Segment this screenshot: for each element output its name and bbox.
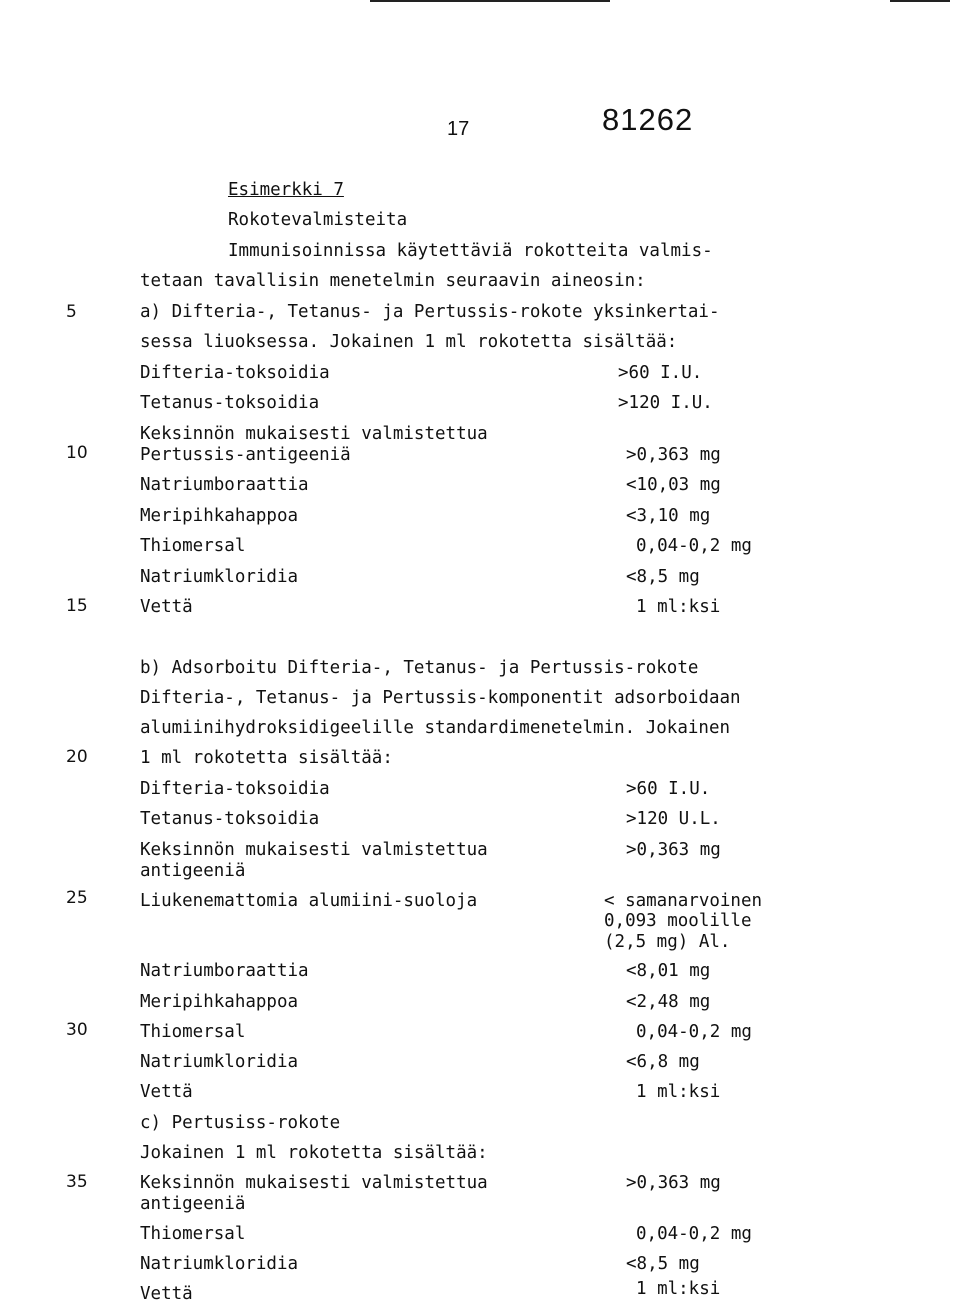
section-b-text: 1 ml rokotetta sisältää: xyxy=(140,748,393,768)
page-number: 17 xyxy=(447,118,470,140)
line-number: 5 xyxy=(66,302,77,322)
scan-edge-line xyxy=(890,0,950,2)
ingredient-name: Pertussis-antigeeniä xyxy=(140,445,351,465)
ingredient-name: Keksinnön mukaisesti valmistettua xyxy=(140,840,488,860)
ingredient-name: Meripihkahappoa xyxy=(140,992,299,1012)
ingredient-amount: 1 ml:ksi xyxy=(636,1082,721,1102)
ingredient-amount: <6,8 mg xyxy=(626,1052,700,1072)
intro-line: Immunisoinnissa käytettäviä rokotteita valmis- xyxy=(228,241,713,261)
ingredient-name: Natriumkloridia xyxy=(140,1052,299,1072)
ingredient-name: Thiomersal xyxy=(140,536,246,556)
ingredient-amount: >120 U.L. xyxy=(626,809,721,829)
ingredient-amount: >0,363 mg xyxy=(626,840,721,860)
ingredient-name: antigeeniä xyxy=(140,1194,246,1214)
ingredient-amount: 0,04-0,2 mg xyxy=(636,1224,752,1244)
ingredient-amount: 1 ml:ksi xyxy=(636,1279,721,1299)
scan-edge-line xyxy=(370,0,610,2)
ingredient-amount: (2,5 mg) Al. xyxy=(604,932,731,952)
ingredient-amount: >120 I.U. xyxy=(618,393,713,413)
ingredient-name: Liukenemattomia alumiini-suoloja xyxy=(140,891,478,911)
line-number: 10 xyxy=(66,443,88,463)
ingredient-name: Thiomersal xyxy=(140,1022,246,1042)
ingredient-amount: <8,5 mg xyxy=(626,1254,700,1274)
section-a-heading: sessa liuoksessa. Jokainen 1 ml rokotetta sisältää: xyxy=(140,332,678,352)
section-b-text: alumiinihydroksidigeelille standardimenetelmin. Jokainen xyxy=(140,718,731,738)
ingredient-name: Tetanus-toksoidia xyxy=(140,393,320,413)
section-c-text: Jokainen 1 ml rokotetta sisältää: xyxy=(140,1143,488,1163)
section-a-heading: a) Difteria-, Tetanus- ja Pertussis-rokote yksinkertai- xyxy=(140,302,720,322)
section-b-heading: b) Adsorboitu Difteria-, Tetanus- ja Pertussis-rokote xyxy=(140,658,699,678)
ingredient-name: Natriumboraattia xyxy=(140,961,309,981)
ingredient-amount: < samanarvoinen xyxy=(604,891,763,911)
line-number: 25 xyxy=(66,888,88,908)
ingredient-name: Thiomersal xyxy=(140,1224,246,1244)
line-number: 15 xyxy=(66,596,88,616)
ingredient-name: antigeeniä xyxy=(140,861,246,881)
ingredient-amount: <3,10 mg xyxy=(626,506,711,526)
ingredient-name: Difteria-toksoidia xyxy=(140,363,330,383)
ingredient-name: Natriumkloridia xyxy=(140,567,299,587)
ingredient-amount: >60 I.U. xyxy=(618,363,703,383)
ingredient-name: Natriumkloridia xyxy=(140,1254,299,1274)
ingredient-amount: 0,093 moolille xyxy=(604,911,752,931)
ingredient-amount: <8,5 mg xyxy=(626,567,700,587)
line-number: 30 xyxy=(66,1020,88,1040)
ingredient-amount: 0,04-0,2 mg xyxy=(636,1022,752,1042)
ingredient-name: Tetanus-toksoidia xyxy=(140,809,320,829)
ingredient-amount: <2,48 mg xyxy=(626,992,711,1012)
document-number: 81262 xyxy=(602,102,694,137)
line-number: 35 xyxy=(66,1172,88,1192)
example-title: Rokotevalmisteita xyxy=(228,210,408,230)
ingredient-amount: >60 I.U. xyxy=(626,779,711,799)
ingredient-name: Vettä xyxy=(140,1082,193,1102)
ingredient-amount: 0,04-0,2 mg xyxy=(636,536,752,556)
ingredient-amount: 1 ml:ksi xyxy=(636,597,721,617)
ingredient-name: Vettä xyxy=(140,597,193,617)
section-c-heading: c) Pertusiss-rokote xyxy=(140,1113,341,1133)
ingredient-name: Difteria-toksoidia xyxy=(140,779,330,799)
ingredient-name: Keksinnön mukaisesti valmistettua xyxy=(140,1173,488,1193)
ingredient-name: Keksinnön mukaisesti valmistettua xyxy=(140,424,488,444)
example-heading: Esimerkki 7 xyxy=(228,180,344,200)
intro-line: tetaan tavallisin menetelmin seuraavin aineosin: xyxy=(140,271,646,291)
line-number: 20 xyxy=(66,747,88,767)
ingredient-name: Meripihkahappoa xyxy=(140,506,299,526)
ingredient-name: Natriumboraattia xyxy=(140,475,309,495)
ingredient-amount: >0,363 mg xyxy=(626,445,721,465)
ingredient-amount: <8,01 mg xyxy=(626,961,711,981)
section-b-text: Difteria-, Tetanus- ja Pertussis-komponentit adsorboidaan xyxy=(140,688,741,708)
ingredient-amount: <10,03 mg xyxy=(626,475,721,495)
ingredient-amount: >0,363 mg xyxy=(626,1173,721,1193)
ingredient-name: Vettä xyxy=(140,1284,193,1304)
